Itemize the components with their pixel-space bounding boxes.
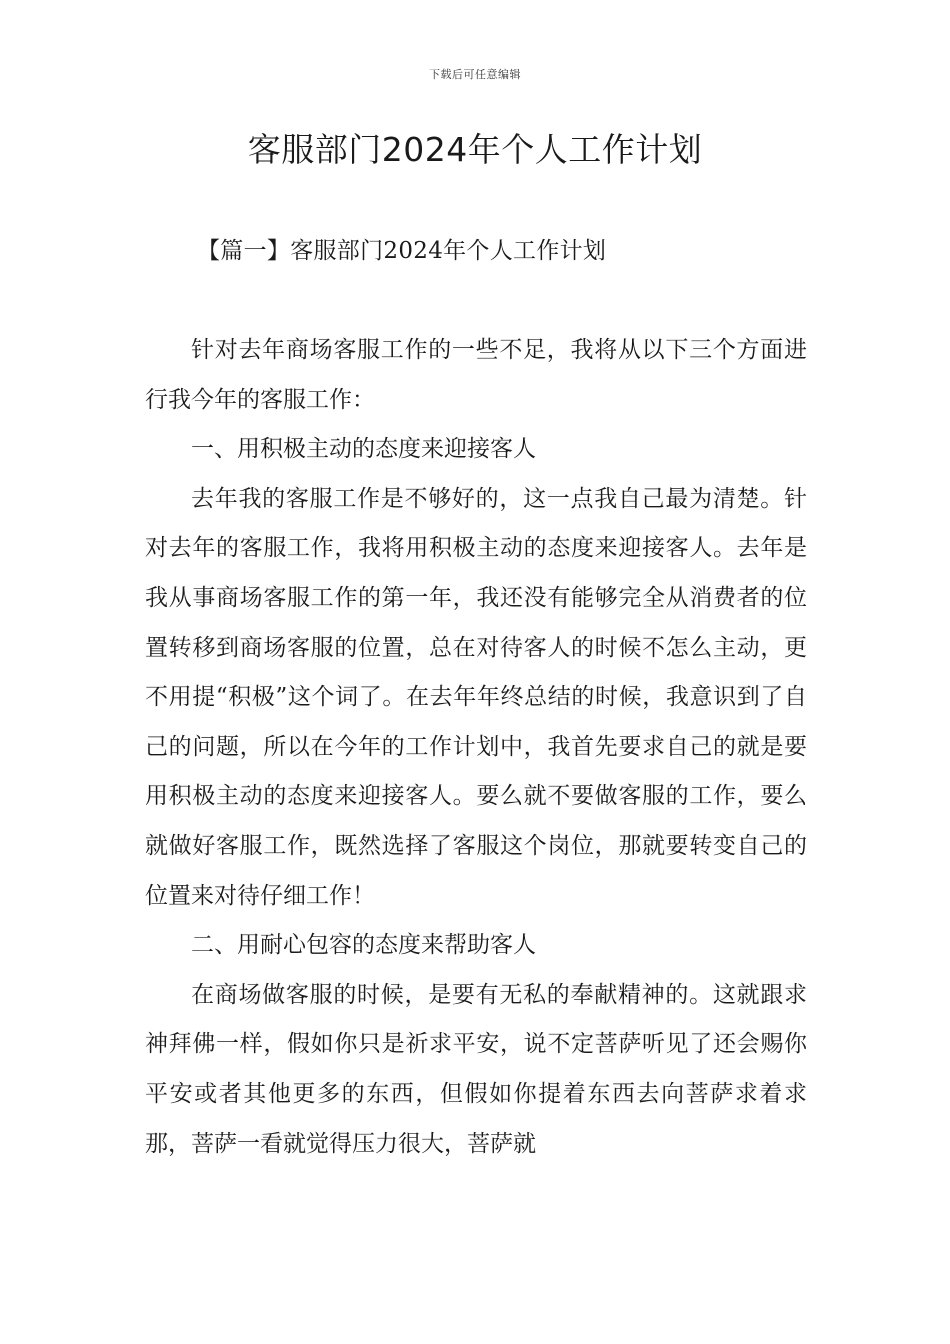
paragraph-heading-one: 一、用积极主动的态度来迎接客人 xyxy=(191,436,536,463)
paragraph-intro: 针对去年商场客服工作的一些不足，我将从以下三个方面进行我今年的客服工作： xyxy=(145,337,807,413)
section-heading: 【篇一】客服部门2024年个人工作计划 xyxy=(197,238,607,264)
header-note: 下载后可任意编辑 xyxy=(429,68,521,81)
document-body xyxy=(145,326,807,1169)
paragraph-heading-two: 二、用耐心包容的态度来帮助客人 xyxy=(191,932,536,959)
paragraph-body-two: 在商场做客服的时候，是要有无私的奉献精神的。这就跟求神拜佛一样，假如你只是祈求平安，说不定菩萨听见了还会赐你平安或者其他更多的东西，但假如你提着东西去向菩萨求着求那，菩萨一看就觉得压力很大，菩萨就 xyxy=(145,981,807,1157)
paragraph-body-one: 去年我的客服工作是不够好的，这一点我自己最为清楚。针对去年的客服工作，我将用积极主动的态度来迎接客人。去年是我从事商场客服工作的第一年，我还没有能够完全从消费者的位置转移到商场客服的位置，总在对待客人的时候不怎么主动，更不用提“积极”这个词了。在去年年终总结的时候，我意识到了自己的问题，所以在今年的工作计划中，我首先要求自己的就是要用积极主动的态度来迎接客人。要么就不要做客服的工作，要么就做好客服工作，既然选择了客服这个岗位，那就要转变自己的位置来对待仔细工作！ xyxy=(145,485,807,909)
page-title: 客服部门2024年个人工作计划 xyxy=(247,130,703,169)
